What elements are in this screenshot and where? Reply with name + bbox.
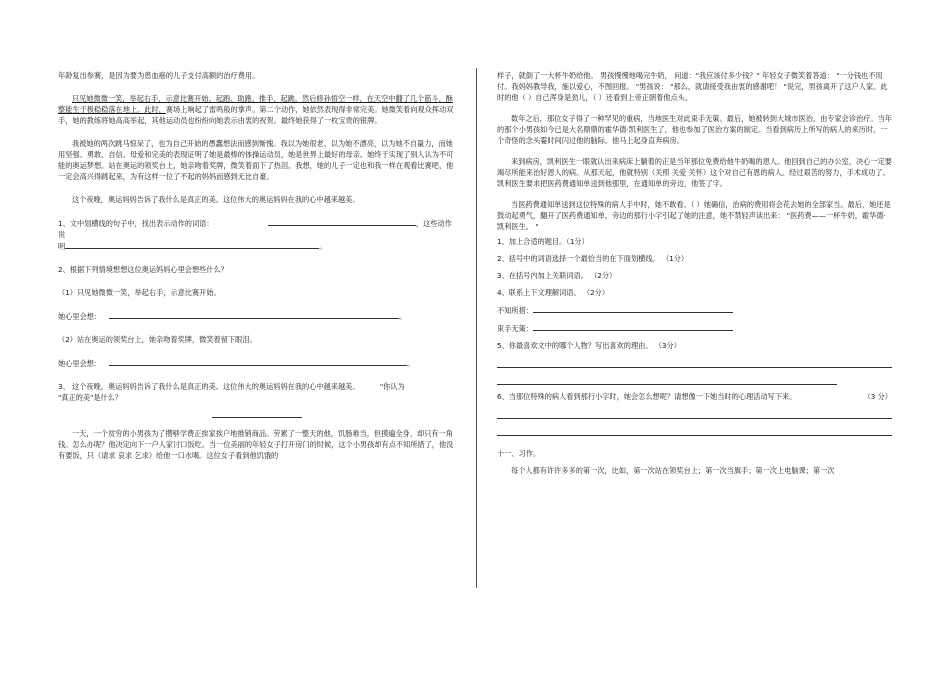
paragraph: 年龄复出参赛，是因为要为患血癌的儿子支付高额的治疗费用。	[58, 71, 260, 80]
paragraph: 我被她的两次跳马惊呆了，也为自己开始的愚蠢想法而感到惭愧。我以为她很老、以为她不漂亮，以为她不自量力，而她用坚强、勇敢、自信、母爱和完美的表现证明了她是最棒的体操运动员，她是世界上最好的母亲。她终于实现了别人认为不可能的奥运梦想。站在奥运的领奖台上，她亲吻着奖牌，微笑着面下了热泪。我想，她的儿子一定也和我一样在观看比赛吧，他一定会高兴得跳起来，为有这样一位了不起的妈妈而感到无比自豪。	[58, 139, 454, 181]
paragraph-text: 赛场上响起了雷鸣般的掌声。第二个动作，她依然表现得非常完美。她微笑着向观众挥动双手，她的教练将她高高举起，其他运动员也纷纷向她表示由衷的祝贺。最终她获得了一枚宝贵的银牌。	[58, 105, 454, 125]
question-2: 2、括号中的词语选择一个最恰当的在下面划横线。 （1分）	[497, 254, 689, 263]
answer-blank[interactable]	[65, 240, 319, 249]
question-text: "你认为	[379, 382, 405, 391]
question-5: 5、你最喜欢文中的哪个人物？写出喜欢的理由。 （3分）	[497, 341, 681, 350]
paragraph: 来到病房，凯利医生一眼就认出来病床上躺着的正是当年那位免费给他牛奶喝的恩人。他回到自己的办公室，决心一定要竭尽所能来治好恩人的病。从那天起，他就特别（关照 关爱 关怀）这个对自己有恩的病人。经过艰苦的努力，手术成功了。凯利医生要求把医药费通知单送到他那里，在通知单的旁边，他签了字。	[497, 157, 892, 188]
answer-line[interactable]	[497, 374, 837, 385]
right-column	[497, 70, 892, 480]
answer-line[interactable]	[497, 425, 892, 436]
story-paragraph: 一天，一个贫穷的小男孩为了攒够学费正挨家挨户地推销商品。劳累了一整天的他，饥肠难当，但摸遍全身，却只有一角钱。怎么办呢？他决定向下一户人家讨口饭吃。当一位美丽的年轻女子打开房门的时候，这个小男孩却有点不知所措了，他没有要饭，只（请求 哀求 乞求）给他一口水喝。这位女子看到他饥饿的	[58, 429, 454, 460]
question-2-2: （2）站在奥运的领奖台上，她亲吻着奖牌，微笑着留下眼泪。	[58, 335, 257, 344]
word-row	[497, 322, 892, 334]
answer-line[interactable]	[497, 357, 892, 368]
question-text: 6、当那位特殊的病人看到那行小字时，她会怎么想呢？请想像一下她当时的心理活动写下来。	[497, 392, 797, 401]
paragraph: 这个夜晚，奥运妈妈告诉了我什么是真正的美。这位伟大的奥运妈妈在我的心中越来越美。	[72, 195, 360, 204]
question-text: 3、 这个夜晚，奥运妈妈告诉了我什么是真正的美。这位伟大的奥运妈妈在我的心中越来越美。	[58, 382, 360, 391]
question-3	[58, 381, 456, 403]
left-column	[58, 70, 456, 465]
answer-blank[interactable]	[533, 304, 733, 313]
question-2-1: （1）只见她微微一笑，举起右手，示意比赛开始。	[58, 288, 221, 297]
answer-line[interactable]	[497, 408, 892, 419]
answer-blank[interactable]	[109, 310, 399, 319]
word-label: 不知所措：	[497, 306, 533, 315]
paragraph: 样子，就倒了一大杯牛奶给他。 男孩慢慢地喝完牛奶， 问道："我应该付多少钱？" 年轻女子微笑着答道： "一分钱也不用付。我妈妈教导我，施以爱心，不图回报。 "男孩说： "那么，就请接受我由衷的感谢吧！ "说完，男孩离开了这户人家。此时的他（ ）自己浑身是劲儿，（ ）还看到上帝正朝着他点头。	[497, 71, 888, 102]
question-1	[58, 217, 456, 252]
word-label: 束手无策：	[497, 324, 533, 333]
question-1: 1、加上合适的题目。（1分）	[497, 237, 589, 246]
question-6	[497, 391, 892, 402]
answer-label: 她心里会想：	[58, 359, 102, 368]
question-text: 。	[319, 242, 327, 251]
question-2: 2、根据下列情境想想这位奥运妈妈心里会想些什么？	[58, 265, 228, 274]
question-text: "真正的美"是什么？	[58, 393, 123, 402]
paragraph-underlined	[58, 93, 456, 126]
answer-row: 她心里会想： 。	[58, 312, 407, 321]
paragraph: 数年之后，那位女子得了一种罕见的重病，当地医生对此束手无策。最后，她被转到大城市医治，由专家会诊治疗。当年的那个小男孩如今已是大名鼎鼎的霍华德·凯利医生了，他也参加了医治方案的制定。当看到病历上所写的病人的来历时，一个奇怪的念头霎时间闪过他的脑际。他马上起身直奔病房。	[497, 114, 892, 145]
question-text: 1、文中划横线的句子中，找出表示动作的词语：	[58, 219, 214, 228]
word-row	[497, 304, 892, 316]
question-4: 4、联系上下文理解词语。 （2分）	[497, 288, 610, 297]
question-text: 明	[58, 242, 66, 251]
section-heading: 十一、习作。	[497, 449, 541, 458]
question-text: ，这些动作说	[58, 219, 452, 239]
answer-blank[interactable]	[533, 322, 733, 331]
question-3: 3、在括号内加上关联词语。 （2分）	[497, 271, 617, 280]
column-divider	[476, 68, 477, 588]
underlined-sentence: 只见她微微一笑，举起右手，示意比赛开始。起跑、助跑、推手、起跳，然后修孙悟空一样，在天空中翻了几个筋斗，酥整能生于极稳稳落在地上。此时，	[58, 94, 453, 114]
answer-blank[interactable]	[109, 357, 407, 366]
title-blank[interactable]	[212, 409, 302, 418]
answer-label: 她心里会想：	[58, 312, 102, 321]
essay-prompt: 每个人都有许许多多的第一次，比如，第一次站在领奖台上；第一次当旗手；第一次上电脑课；第一次	[511, 466, 835, 475]
score: （3 分）	[863, 392, 892, 401]
paragraph: 当医药费通知单送到这位特殊的病人手中时，她不敢看。（ ）她确信，治病的费用将会花去她的全部家当。最后，她还是鼓动起勇气，翻开了医药费通知单，旁边的那行小字引起了她的注意，她不禁轻声读出来： "医药费——一杯牛奶，霍华德·凯利医生。 "	[497, 200, 891, 231]
answer-row: 她心里会想： 。	[58, 359, 415, 368]
answer-blank[interactable]	[268, 217, 416, 226]
